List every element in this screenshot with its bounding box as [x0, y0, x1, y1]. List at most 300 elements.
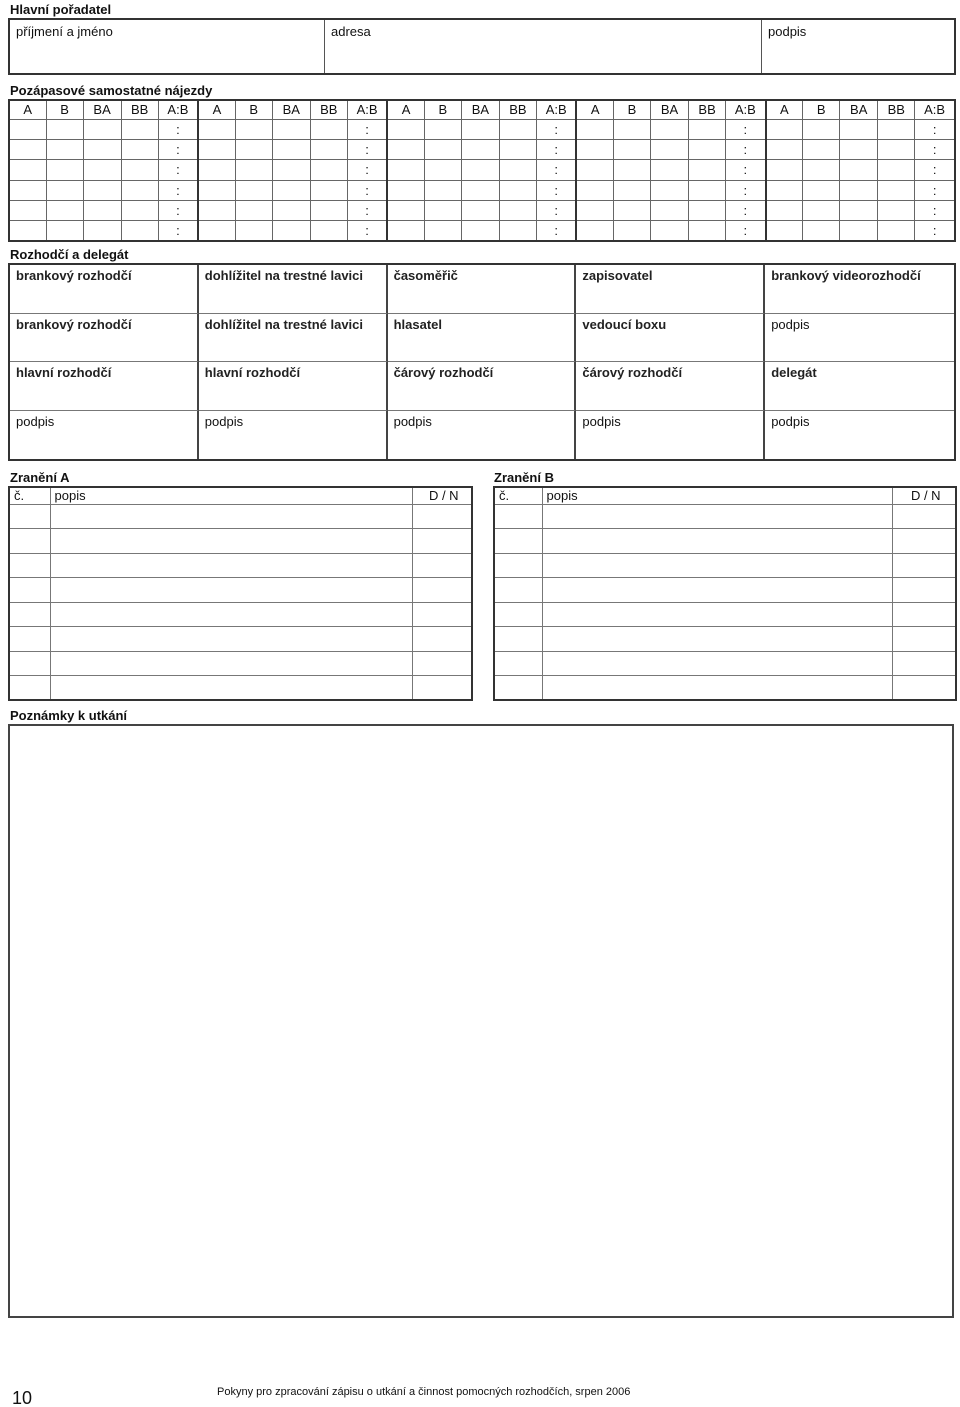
shootout-player-cell[interactable] — [576, 201, 613, 221]
officials-field-label: podpis — [582, 413, 621, 429]
injury-dn-cell[interactable] — [892, 553, 956, 578]
shootout-player-cell[interactable] — [576, 119, 613, 139]
injury-description-cell[interactable] — [542, 578, 892, 603]
shootout-player-cell[interactable] — [9, 139, 46, 159]
officials-field[interactable] — [199, 411, 388, 460]
shootout-player-cell[interactable] — [83, 119, 121, 139]
shootout-player-cell[interactable] — [651, 139, 689, 159]
injuries-b-title: Zranění B — [494, 470, 554, 485]
shootout-player-cell[interactable] — [46, 201, 83, 221]
shootout-player-cell[interactable] — [198, 221, 235, 241]
officials-field-label: hlavní rozhodčí — [16, 365, 112, 380]
shootout-player-cell[interactable] — [46, 221, 83, 241]
injury-dn-cell[interactable] — [892, 578, 956, 603]
officials-field-label: časoměřič — [393, 268, 458, 283]
shootout-header-cell: A:B — [347, 100, 387, 119]
shootout-player-cell[interactable] — [840, 180, 878, 200]
shootout-player-cell[interactable] — [198, 201, 235, 221]
injury-description-cell[interactable] — [50, 529, 412, 554]
shootout-row — [9, 139, 955, 159]
injury-dn-cell[interactable] — [892, 504, 956, 529]
shootout-player-cell[interactable] — [766, 201, 803, 221]
shootout-player-cell[interactable] — [424, 139, 461, 159]
shootout-player-cell[interactable] — [387, 160, 424, 180]
shootout-player-cell[interactable] — [424, 201, 461, 221]
shootout-score-cell[interactable]: : — [158, 139, 198, 159]
shootout-player-cell[interactable] — [803, 139, 840, 159]
officials-field[interactable] — [10, 411, 199, 460]
shootout-player-cell[interactable] — [235, 160, 272, 180]
shootout-player-cell[interactable] — [387, 221, 424, 241]
officials-field-label: hlavní rozhodčí — [204, 365, 301, 380]
officials-title: Rozhodčí a delegát — [10, 247, 129, 262]
shootout-score-cell[interactable]: : — [726, 160, 766, 180]
shootout-player-cell[interactable] — [461, 180, 499, 200]
shootout-score-cell[interactable]: : — [536, 160, 576, 180]
shootout-player-cell[interactable] — [461, 221, 499, 241]
injury-row — [9, 578, 472, 603]
shootout-player-cell[interactable] — [272, 139, 310, 159]
shootout-player-cell[interactable] — [803, 221, 840, 241]
shootout-player-cell[interactable] — [272, 180, 310, 200]
officials-field[interactable] — [576, 314, 765, 363]
shootout-score-cell[interactable]: : — [726, 180, 766, 200]
shootout-player-cell[interactable] — [689, 139, 726, 159]
officials-field-label: brankový rozhodčí — [16, 316, 132, 332]
shootout-player-cell[interactable] — [83, 201, 121, 221]
injury-number-cell[interactable] — [9, 651, 50, 676]
officials-field[interactable] — [765, 265, 954, 314]
shootout-score-cell[interactable]: : — [915, 201, 955, 221]
shootout-player-cell[interactable] — [766, 221, 803, 241]
shootout-player-cell[interactable] — [766, 180, 803, 200]
organizer-signature-label: podpis — [768, 24, 807, 39]
shootout-player-cell[interactable] — [803, 201, 840, 221]
shootout-player-cell[interactable] — [46, 139, 83, 159]
injuries-b-table — [493, 486, 957, 701]
shootout-player-cell[interactable] — [576, 221, 613, 241]
injury-dn-cell[interactable] — [892, 627, 956, 652]
shootout-header-row — [9, 100, 955, 119]
organizer-signature-field[interactable] — [762, 20, 954, 73]
shootout-player-cell[interactable] — [499, 160, 536, 180]
shootout-player-cell[interactable] — [576, 160, 613, 180]
officials-field-label: podpis — [393, 413, 432, 429]
injury-row — [494, 602, 956, 627]
shootout-player-cell[interactable] — [9, 201, 46, 221]
injury-description-cell[interactable] — [50, 627, 412, 652]
shootout-header-cell: B — [46, 100, 83, 119]
shootout-header-cell: A:B — [915, 100, 955, 119]
shootout-row — [9, 119, 955, 139]
injury-description-cell[interactable] — [50, 602, 412, 627]
shootout-player-cell[interactable] — [83, 180, 121, 200]
shootout-player-cell[interactable] — [878, 221, 915, 241]
injury-row — [494, 504, 956, 529]
officials-field[interactable] — [765, 362, 954, 411]
shootout-header-cell: B — [235, 100, 272, 119]
shootout-score-cell[interactable]: : — [158, 119, 198, 139]
injury-number-cell[interactable] — [494, 602, 542, 627]
officials-field-label: podpis — [204, 413, 244, 429]
officials-field[interactable] — [199, 265, 388, 314]
injury-number-cell[interactable] — [9, 578, 50, 603]
shootout-player-cell[interactable] — [878, 119, 915, 139]
injuries-a-dn-header: D / N — [412, 487, 472, 504]
shootout-header-cell: BA — [840, 100, 878, 119]
injury-dn-cell[interactable] — [892, 529, 956, 554]
shootout-player-cell[interactable] — [121, 201, 158, 221]
officials-field[interactable] — [199, 314, 388, 363]
officials-field[interactable] — [199, 362, 388, 411]
organizer-box — [8, 18, 956, 75]
shootout-player-cell[interactable] — [614, 119, 651, 139]
injury-description-cell[interactable] — [50, 504, 412, 529]
shootout-player-cell[interactable] — [878, 201, 915, 221]
shootout-header-cell: BA — [651, 100, 689, 119]
shootout-player-cell[interactable] — [576, 139, 613, 159]
shootout-player-cell[interactable] — [499, 119, 536, 139]
shootout-player-cell[interactable] — [46, 180, 83, 200]
shootout-player-cell[interactable] — [387, 180, 424, 200]
injury-number-cell[interactable] — [9, 676, 50, 701]
officials-field[interactable] — [388, 314, 577, 363]
shootout-player-cell[interactable] — [461, 160, 499, 180]
shootout-player-cell[interactable] — [83, 221, 121, 241]
shootout-player-cell[interactable] — [272, 201, 310, 221]
injury-number-cell[interactable] — [494, 578, 542, 603]
shootout-player-cell[interactable] — [272, 221, 310, 241]
injury-number-cell[interactable] — [494, 504, 542, 529]
injury-row — [9, 553, 472, 578]
shootout-player-cell[interactable] — [651, 180, 689, 200]
shootout-player-cell[interactable] — [614, 160, 651, 180]
shootout-header-cell: BA — [461, 100, 499, 119]
shootout-header-cell: BB — [121, 100, 158, 119]
shootout-player-cell[interactable] — [121, 180, 158, 200]
shootout-player-cell[interactable] — [121, 119, 158, 139]
shootout-header-cell: BB — [499, 100, 536, 119]
shootout-score-cell[interactable]: : — [726, 221, 766, 241]
shootout-table — [8, 99, 956, 242]
injuries-a-header-row — [9, 487, 472, 504]
shootout-player-cell[interactable] — [387, 139, 424, 159]
shootout-header-cell: A:B — [536, 100, 576, 119]
shootout-header-cell: B — [614, 100, 651, 119]
shootout-player-cell[interactable] — [766, 119, 803, 139]
injury-description-cell[interactable] — [50, 651, 412, 676]
shootout-score-cell[interactable]: : — [915, 139, 955, 159]
shootout-player-cell[interactable] — [121, 139, 158, 159]
officials-grid — [8, 263, 956, 461]
shootout-player-cell[interactable] — [310, 221, 347, 241]
shootout-player-cell[interactable] — [387, 201, 424, 221]
shootout-header-cell: BA — [272, 100, 310, 119]
officials-field-label: podpis — [16, 413, 55, 429]
shootout-header-cell: BA — [83, 100, 121, 119]
shootout-player-cell[interactable] — [198, 119, 235, 139]
injury-dn-cell[interactable] — [412, 602, 472, 627]
injury-number-cell[interactable] — [494, 627, 542, 652]
injuries-b-header-row — [494, 487, 956, 504]
officials-field-label: delegát — [771, 365, 817, 380]
injury-row — [494, 529, 956, 554]
injury-dn-cell[interactable] — [412, 578, 472, 603]
officials-field-label: dohlížitel na trestné lavici — [204, 268, 364, 283]
shootout-player-cell[interactable] — [689, 201, 726, 221]
shootout-player-cell[interactable] — [840, 201, 878, 221]
footer-text: Pokyny pro zpracování zápisu o utkání a činnost pomocných rozhodčích, srpen 2006 — [217, 1386, 631, 1398]
officials-field-label: vedoucí boxu — [582, 316, 667, 332]
injury-row — [494, 627, 956, 652]
shootout-player-cell[interactable] — [121, 160, 158, 180]
injury-number-cell[interactable] — [9, 529, 50, 554]
officials-field[interactable] — [765, 411, 954, 460]
shootout-title: Pozápasové samostatné nájezdy — [10, 83, 213, 98]
injuries-a-description-header: popis — [50, 487, 412, 504]
organizer-name-field[interactable] — [10, 20, 325, 73]
shootout-score-cell[interactable]: : — [536, 180, 576, 200]
shootout-player-cell[interactable] — [310, 201, 347, 221]
organizer-address-label: adresa — [331, 24, 371, 39]
injury-description-cell[interactable] — [50, 676, 412, 701]
shootout-score-cell[interactable]: : — [915, 221, 955, 241]
shootout-player-cell[interactable] — [9, 180, 46, 200]
shootout-player-cell[interactable] — [878, 180, 915, 200]
shootout-player-cell[interactable] — [614, 139, 651, 159]
shootout-score-cell[interactable]: : — [536, 139, 576, 159]
shootout-score-cell[interactable]: : — [915, 180, 955, 200]
shootout-header-cell: A — [387, 100, 424, 119]
shootout-score-cell[interactable]: : — [536, 201, 576, 221]
injury-description-cell[interactable] — [50, 578, 412, 603]
officials-field[interactable] — [576, 411, 765, 460]
shootout-player-cell[interactable] — [461, 139, 499, 159]
injury-dn-cell[interactable] — [412, 627, 472, 652]
officials-field[interactable] — [765, 314, 954, 363]
notes-area[interactable] — [8, 724, 954, 1318]
shootout-player-cell[interactable] — [198, 139, 235, 159]
officials-field[interactable] — [388, 362, 577, 411]
shootout-player-cell[interactable] — [9, 160, 46, 180]
injury-description-cell[interactable] — [542, 553, 892, 578]
shootout-player-cell[interactable] — [840, 119, 878, 139]
shootout-row — [9, 221, 955, 241]
shootout-player-cell[interactable] — [689, 221, 726, 241]
organizer-name-label: příjmení a jméno — [16, 24, 113, 39]
injury-description-cell[interactable] — [50, 553, 412, 578]
injury-number-cell[interactable] — [494, 676, 542, 701]
injuries-a-table — [8, 486, 473, 701]
injury-dn-cell[interactable] — [892, 676, 956, 701]
shootout-player-cell[interactable] — [46, 119, 83, 139]
officials-field[interactable] — [10, 265, 199, 314]
injury-dn-cell[interactable] — [412, 651, 472, 676]
injury-number-cell[interactable] — [494, 651, 542, 676]
shootout-player-cell[interactable] — [651, 119, 689, 139]
shootout-player-cell[interactable] — [614, 201, 651, 221]
shootout-player-cell[interactable] — [83, 160, 121, 180]
shootout-player-cell[interactable] — [499, 201, 536, 221]
shootout-player-cell[interactable] — [766, 139, 803, 159]
shootout-player-cell[interactable] — [9, 221, 46, 241]
shootout-header-cell: BB — [689, 100, 726, 119]
injury-number-cell[interactable] — [9, 627, 50, 652]
shootout-player-cell[interactable] — [766, 160, 803, 180]
shootout-player-cell[interactable] — [840, 160, 878, 180]
page-number: 10 — [12, 1388, 33, 1407]
shootout-player-cell[interactable] — [424, 180, 461, 200]
shootout-score-cell[interactable]: : — [536, 119, 576, 139]
shootout-player-cell[interactable] — [840, 139, 878, 159]
officials-field[interactable] — [576, 265, 765, 314]
shootout-player-cell[interactable] — [310, 160, 347, 180]
shootout-player-cell[interactable] — [121, 221, 158, 241]
shootout-player-cell[interactable] — [651, 160, 689, 180]
injury-row — [494, 651, 956, 676]
injury-description-cell[interactable] — [542, 529, 892, 554]
shootout-score-cell[interactable]: : — [726, 139, 766, 159]
shootout-player-cell[interactable] — [689, 119, 726, 139]
shootout-player-cell[interactable] — [803, 180, 840, 200]
shootout-score-cell[interactable]: : — [347, 119, 387, 139]
shootout-score-cell[interactable]: : — [347, 201, 387, 221]
injuries-a-title: Zranění A — [10, 470, 70, 485]
injury-dn-cell[interactable] — [892, 602, 956, 627]
injury-row — [494, 553, 956, 578]
shootout-player-cell[interactable] — [272, 160, 310, 180]
officials-field[interactable] — [10, 362, 199, 411]
injury-description-cell[interactable] — [542, 504, 892, 529]
shootout-player-cell[interactable] — [235, 180, 272, 200]
injury-number-cell[interactable] — [9, 504, 50, 529]
shootout-score-cell[interactable]: : — [347, 160, 387, 180]
officials-field[interactable] — [10, 314, 199, 363]
officials-field-label: podpis — [771, 316, 810, 332]
organizer-address-field[interactable] — [325, 20, 762, 73]
injury-row — [9, 651, 472, 676]
shootout-player-cell[interactable] — [310, 180, 347, 200]
shootout-header-cell: B — [803, 100, 840, 119]
shootout-player-cell[interactable] — [83, 139, 121, 159]
shootout-player-cell[interactable] — [272, 119, 310, 139]
shootout-score-cell[interactable]: : — [158, 180, 198, 200]
shootout-header-cell: A — [766, 100, 803, 119]
shootout-row — [9, 201, 955, 221]
shootout-player-cell[interactable] — [689, 180, 726, 200]
shootout-player-cell[interactable] — [878, 139, 915, 159]
shootout-header-cell: A — [9, 100, 46, 119]
officials-field[interactable] — [388, 411, 577, 460]
injury-row — [9, 627, 472, 652]
shootout-player-cell[interactable] — [235, 221, 272, 241]
shootout-player-cell[interactable] — [424, 221, 461, 241]
shootout-score-cell[interactable]: : — [158, 201, 198, 221]
shootout-player-cell[interactable] — [387, 119, 424, 139]
injuries-b-description-header: popis — [542, 487, 892, 504]
shootout-player-cell[interactable] — [424, 119, 461, 139]
injury-number-cell[interactable] — [9, 553, 50, 578]
injury-description-cell[interactable] — [542, 627, 892, 652]
shootout-player-cell[interactable] — [614, 221, 651, 241]
shootout-player-cell[interactable] — [461, 201, 499, 221]
shootout-row — [9, 160, 955, 180]
shootout-score-cell[interactable]: : — [158, 221, 198, 241]
shootout-score-cell[interactable]: : — [726, 201, 766, 221]
shootout-player-cell[interactable] — [651, 201, 689, 221]
injury-dn-cell[interactable] — [412, 553, 472, 578]
shootout-score-cell[interactable]: : — [158, 160, 198, 180]
injury-description-cell[interactable] — [542, 676, 892, 701]
shootout-score-cell[interactable]: : — [915, 119, 955, 139]
injury-description-cell[interactable] — [542, 651, 892, 676]
organizer-title: Hlavní pořadatel — [10, 2, 112, 17]
injury-dn-cell[interactable] — [412, 529, 472, 554]
shootout-player-cell[interactable] — [499, 180, 536, 200]
shootout-player-cell[interactable] — [614, 180, 651, 200]
shootout-player-cell[interactable] — [576, 180, 613, 200]
shootout-header-cell: A — [198, 100, 235, 119]
shootout-player-cell[interactable] — [198, 160, 235, 180]
shootout-score-cell[interactable]: : — [347, 180, 387, 200]
injury-dn-cell[interactable] — [892, 651, 956, 676]
officials-field-label: podpis — [771, 413, 810, 429]
shootout-player-cell[interactable] — [235, 201, 272, 221]
shootout-player-cell[interactable] — [878, 160, 915, 180]
injury-dn-cell[interactable] — [412, 676, 472, 701]
shootout-header-cell: BB — [310, 100, 347, 119]
injury-number-cell[interactable] — [9, 602, 50, 627]
shootout-player-cell[interactable] — [803, 160, 840, 180]
shootout-player-cell[interactable] — [461, 119, 499, 139]
shootout-header-cell: B — [424, 100, 461, 119]
shootout-player-cell[interactable] — [235, 119, 272, 139]
shootout-player-cell[interactable] — [840, 221, 878, 241]
shootout-player-cell[interactable] — [235, 139, 272, 159]
shootout-player-cell[interactable] — [651, 221, 689, 241]
shootout-player-cell[interactable] — [499, 139, 536, 159]
shootout-player-cell[interactable] — [310, 119, 347, 139]
injuries-b-dn-header: D / N — [892, 487, 956, 504]
shootout-player-cell[interactable] — [46, 160, 83, 180]
shootout-score-cell[interactable]: : — [347, 221, 387, 241]
shootout-player-cell[interactable] — [310, 139, 347, 159]
officials-field-label: čárový rozhodčí — [393, 365, 494, 380]
injury-description-cell[interactable] — [542, 602, 892, 627]
officials-field[interactable] — [576, 362, 765, 411]
injury-dn-cell[interactable] — [412, 504, 472, 529]
shootout-player-cell[interactable] — [499, 221, 536, 241]
shootout-score-cell[interactable]: : — [726, 119, 766, 139]
shootout-player-cell[interactable] — [689, 160, 726, 180]
injuries-a-number-header: č. — [9, 487, 50, 504]
officials-field[interactable] — [388, 265, 577, 314]
shootout-header-cell: A — [576, 100, 613, 119]
officials-field-label: čárový rozhodčí — [582, 365, 683, 380]
notes-title: Poznámky k utkání — [10, 708, 128, 723]
shootout-player-cell[interactable] — [198, 180, 235, 200]
shootout-header-cell: A:B — [158, 100, 198, 119]
injury-number-cell[interactable] — [494, 529, 542, 554]
shootout-score-cell[interactable]: : — [915, 160, 955, 180]
shootout-player-cell[interactable] — [9, 119, 46, 139]
shootout-player-cell[interactable] — [424, 160, 461, 180]
shootout-header-cell: A:B — [726, 100, 766, 119]
shootout-score-cell[interactable]: : — [536, 221, 576, 241]
shootout-player-cell[interactable] — [803, 119, 840, 139]
shootout-score-cell[interactable]: : — [347, 139, 387, 159]
injury-number-cell[interactable] — [494, 553, 542, 578]
